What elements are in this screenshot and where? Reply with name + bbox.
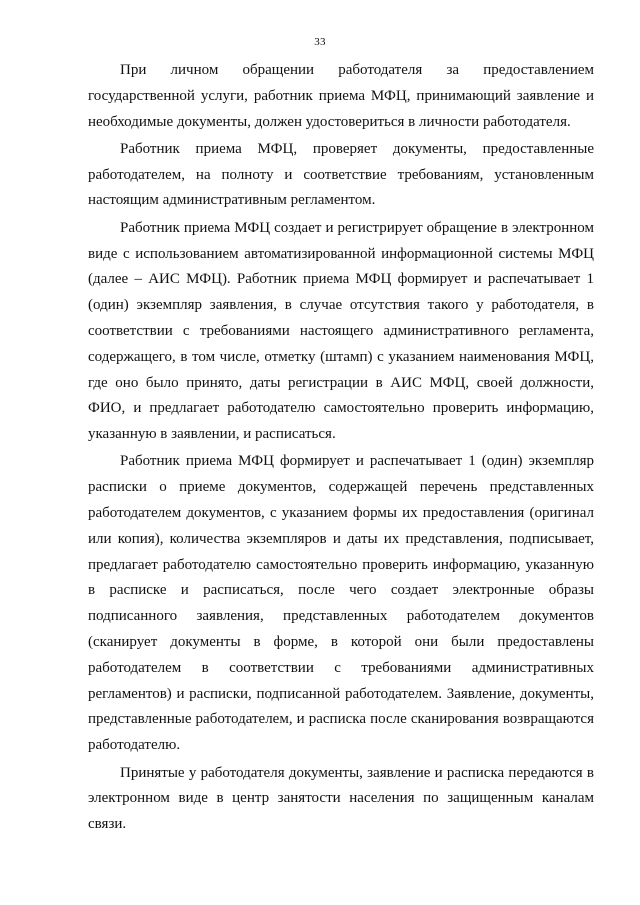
paragraph-personal-appeal: При личном обращении работодателя за предоставлением государственной услуги, работник приема МФЦ, принимающий заявление и необходимые документы, должен удостовериться в личности работодателя. [88, 62, 594, 130]
paragraph-transfer: Принятые у работодателя документы, заявление и расписка передаются в электронном виде в центр занятости населения по защищенным каналам связи. [88, 764, 594, 833]
paragraph-document-check: Работник приема МФЦ, проверяет документы, предоставленные работодателем, на полноту и соответствие требованиям, установленным настоящим административным регламентом. [88, 140, 594, 209]
paragraph-receipt: Работник приема МФЦ формирует и распечатывает 1 (один) экземпляр расписки о приеме документов, содержащей перечень представленных работодателем документов, с указанием формы их предоставления (оригинал или копия), количества экземпляров и даты их представления, подписывает, предлагает работодателю самостоятельно проверить информацию, указанную в расписке и расписаться, после чего создает электронные образы подписанного заявления, представленных работодателем документов (сканирует документы в форме, в которой они были предоставлены работодателем в соответствии с требованиями административных регламентов) и расписки, подписанной работодателем. Заявление, документы, представленные работодателем, и расписка после сканирования возвращаются работодателю. [88, 453, 594, 754]
page-number: 33 [314, 36, 326, 48]
document-body [88, 58, 594, 839]
paragraph-registration: Работник приема МФЦ создает и регистрирует обращение в электронном виде с использованием автоматизированной информационной системы МФЦ (далее – АИС МФЦ). Работник приема МФЦ формирует и распечатывает 1 (один) экземпляр заявления, в случае отсутствия такого у работодателя, в соответствии с требованиями настоящего административного регламента, содержащего, в том числе, отметку (штамп) с указанием наименования МФЦ, где оно было принято, даты регистрации в АИС МФЦ, своей должности, ФИО, и предлагает работодателю самостоятельно проверить информацию, указанную в заявлении, и расписаться. [88, 219, 594, 443]
